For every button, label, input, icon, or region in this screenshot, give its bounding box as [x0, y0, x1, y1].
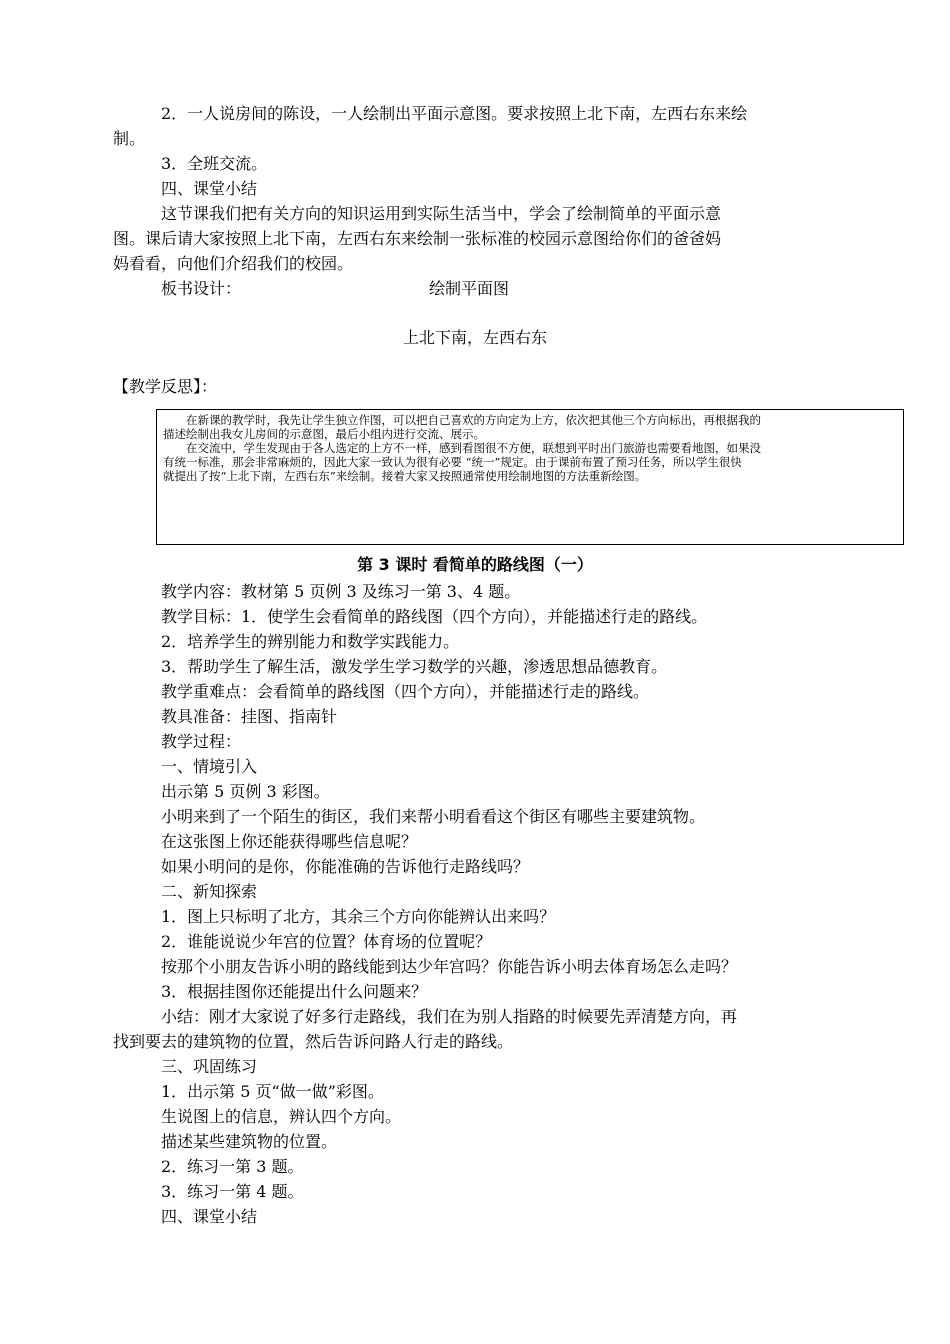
- lesson-title: 第 3 课时 看简单的路线图（一）: [357, 555, 593, 574]
- board-design-title: 绘制平面图: [429, 279, 510, 298]
- paragraph-line: 3．全班交流。: [161, 154, 268, 173]
- lesson-line: 出示第 5 页例 3 彩图。: [161, 782, 330, 801]
- lesson-line: 教具准备：挂图、指南针: [161, 707, 338, 726]
- reflection-line: 在新课的教学时，我先让学生独立作图，可以把自己喜欢的方向定为上方，依次把其他三个方向标出，再根据我的: [163, 413, 761, 427]
- lesson-line: 3．根据挂图你还能提出什么问题来？: [161, 982, 428, 1001]
- board-design-content: 上北下南，左西右东: [402, 328, 547, 347]
- lesson-line: 1．图上只标明了北方，其余三个方向你能辨认出来吗？: [161, 907, 556, 926]
- lesson-line: 3．练习一第 4 题。: [161, 1182, 304, 1201]
- reflection-label: 【教学反思】：: [113, 377, 218, 396]
- paragraph-line: 妈看看，向他们介绍我们的校园。: [113, 254, 354, 273]
- lesson-line: 小结：刚才大家说了好多行走路线，我们在为别人指路的时候要先弄清楚方向，再: [161, 1007, 738, 1026]
- lesson-line: 如果小明问的是你，你能准确的告诉他行走路线吗？: [161, 857, 530, 876]
- paragraph-line: 图。课后请大家按照上北下南，左西右东来绘制一张标准的校园示意图给你们的爸爸妈: [113, 229, 722, 248]
- lesson-line: 3．帮助学生了解生活，激发学生学习数学的兴趣，渗透思想品德教育。: [161, 657, 668, 676]
- reflection-line: 描述绘制出我女儿房间的示意图，最后小组内进行交流、展示。: [163, 427, 485, 441]
- lesson-line: 教学重难点：会看简单的路线图（四个方向），并能描述行走的路线。: [161, 682, 650, 701]
- reflection-line: 有统一标准，那会非常麻烦的，因此大家一致认为很有必要 “统一”规定。由于课前布置了预习任务，所以学生很快: [163, 455, 742, 469]
- section-heading: 四、课堂小结: [161, 179, 258, 198]
- lesson-line: 小明来到了一个陌生的街区，我们来帮小明看看这个街区有哪些主要建筑物。: [161, 807, 706, 826]
- section-heading: 一、情境引入: [161, 757, 258, 776]
- paragraph-line: 这节课我们把有关方向的知识运用到实际生活当中，学会了绘制简单的平面示意: [161, 204, 722, 223]
- lesson-line: 教学内容：教材第 5 页例 3 及练习一第 3、4 题。: [161, 582, 521, 601]
- paragraph-line: 2．一人说房间的陈设，一人绘制出平面示意图。要求按照上北下南，左西右东来绘: [161, 104, 748, 123]
- reflection-box: [156, 409, 904, 545]
- reflection-line: 就提出了按“上北下南，左西右东”来绘制。接着大家又按照通常使用绘制地图的方法重新绘图。: [163, 469, 647, 483]
- lesson-line: 找到要去的建筑物的位置，然后告诉问路人行走的路线。: [113, 1032, 514, 1051]
- reflection-line: 在交流中，学生发现由于各人选定的上方不一样，感到看图很不方便，联想到平时出门旅游也需要看地图，如果没: [163, 441, 761, 455]
- lesson-line: 描述某些建筑物的位置。: [161, 1132, 338, 1151]
- section-heading: 三、巩固练习: [161, 1057, 258, 1076]
- section-heading: 四、课堂小结: [161, 1207, 258, 1226]
- lesson-line: 2．练习一第 3 题。: [161, 1157, 304, 1176]
- lesson-line: 在这张图上你还能获得哪些信息呢？: [161, 832, 418, 851]
- lesson-line: 2．谁能说说少年宫的位置？体育场的位置呢？: [161, 932, 492, 951]
- lesson-line: 1．出示第 5 页“做一做”彩图。: [161, 1082, 384, 1101]
- lesson-line: 教学目标：1．使学生会看简单的路线图（四个方向），并能描述行走的路线。: [161, 607, 708, 626]
- lesson-line: 生说图上的信息，辨认四个方向。: [161, 1107, 402, 1126]
- section-heading: 二、新知探索: [161, 882, 258, 901]
- lesson-line: 2．培养学生的辨别能力和数学实践能力。: [161, 632, 460, 651]
- lesson-line: 按那个小朋友告诉小明的路线能到达少年宫吗？你能告诉小明去体育场怎么走吗？: [161, 957, 738, 976]
- board-design-label: 板书设计：: [161, 279, 242, 298]
- paragraph-line: 制。: [113, 129, 146, 148]
- lesson-line: 教学过程：: [161, 732, 242, 751]
